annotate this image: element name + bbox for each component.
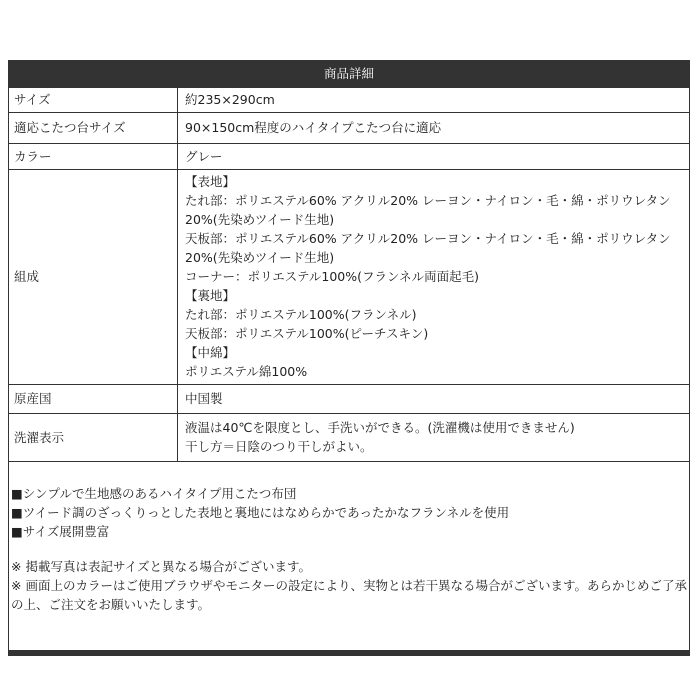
row-label-composition: 組成 xyxy=(9,169,178,384)
composition-line: 天板部：ポリエステル60% アクリル20% レーヨン・ナイロン・毛・綿・ポリウレタン xyxy=(185,231,671,246)
row-value-composition xyxy=(178,169,690,384)
caution-item: の上、ご注文をお願いいたします。 xyxy=(11,596,211,612)
composition-line: 天板部：ポリエステル100%(ピーチスキン) xyxy=(185,326,429,341)
composition-line: たれ部：ポリエステル60% アクリル20% レーヨン・ナイロン・毛・綿・ポリウレタン xyxy=(185,193,671,208)
panel-title: 商品詳細 xyxy=(8,60,690,88)
spacer xyxy=(11,541,689,557)
composition-line: 【中綿】 xyxy=(185,345,236,360)
product-detail-panel xyxy=(8,60,690,656)
table-row xyxy=(9,143,689,169)
composition-line: コーナー：ポリエステル100%(フランネル両面起毛) xyxy=(185,269,479,284)
row-label-origin: 原産国 xyxy=(9,384,178,413)
notes-section xyxy=(9,462,689,614)
table-row xyxy=(9,384,689,413)
row-label-color: カラー xyxy=(9,143,178,169)
caution-item: ※ 画面上のカラーはご使用ブラウザやモニターの設定により、実物とは若干異なる場合がございます。あらかじめご了承 xyxy=(11,577,687,593)
composition-line: 20%(先染めツイード生地) xyxy=(185,212,335,227)
table-row xyxy=(9,169,689,384)
composition-line: 20%(先染めツイード生地) xyxy=(185,250,335,265)
row-value-washing xyxy=(178,413,690,461)
caution-item: ※ 掲載写真は表記サイズと異なる場合がございます。 xyxy=(11,558,311,574)
composition-line: 【裏地】 xyxy=(185,288,236,303)
table-row xyxy=(9,413,689,461)
row-value-size: 約235×290cm xyxy=(178,88,690,112)
washing-line: 干し方＝日陰のつり干しがよい。 xyxy=(185,439,373,454)
spec-table xyxy=(9,88,689,462)
feature-item: ■サイズ展開豊富 xyxy=(11,523,110,539)
row-label-washing: 洗濯表示 xyxy=(9,413,178,461)
row-label-size: サイズ xyxy=(9,88,178,112)
feature-item: ■シンプルで生地感のあるハイタイプ用こたつ布団 xyxy=(11,485,297,501)
washing-line: 液温は40℃を限度とし、手洗いができる。(洗濯機は使用できません) xyxy=(185,420,575,435)
feature-item: ■ツイード調のざっくりっとした表地と裏地にはなめらかであったかなフランネルを使用 xyxy=(11,504,510,520)
row-label-table-size: 適応こたつ台サイズ xyxy=(9,112,178,143)
row-value-table-size: 90×150cm程度のハイタイプこたつ台に適応 xyxy=(178,112,690,143)
row-value-color: グレー xyxy=(178,143,690,169)
row-value-origin: 中国製 xyxy=(178,384,690,413)
table-row xyxy=(9,88,689,112)
composition-line: ポリエステル綿100% xyxy=(185,364,308,379)
composition-line: 【表地】 xyxy=(185,174,236,189)
table-row xyxy=(9,112,689,143)
composition-line: たれ部：ポリエステル100%(フランネル) xyxy=(185,307,417,322)
